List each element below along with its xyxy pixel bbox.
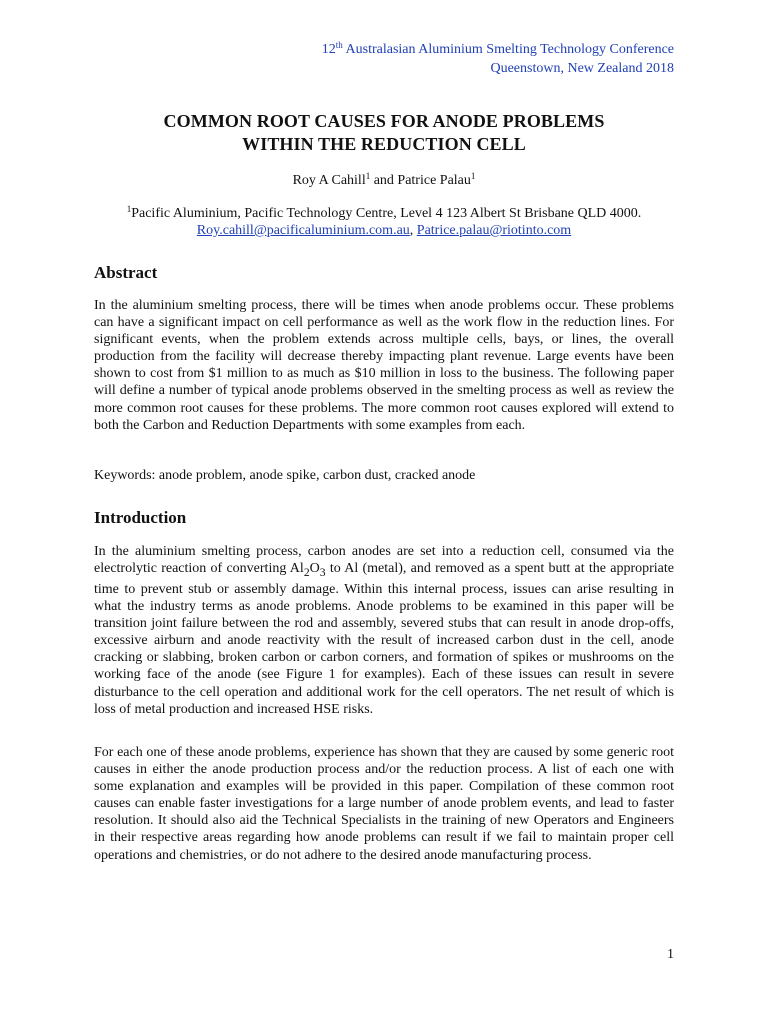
subscript-2: 2	[303, 565, 310, 579]
author-2: Patrice Palau	[397, 173, 471, 188]
email-separator: ,	[409, 223, 414, 238]
abstract-heading: Abstract	[94, 263, 158, 282]
title-line-2: WITHIN THE REDUCTION CELL	[242, 134, 526, 154]
conference-ordinal-suffix: th	[335, 40, 343, 50]
conference-name: Australasian Aluminium Smelting Technology Conference	[345, 42, 674, 57]
abstract-paragraph: In the aluminium smelting process, there will be times when anode problems occur. These problems can have a significant impact on cell performance as well as the work flow in the reduction lines. For significant events, when the problem extends across multiple cells, bays, or lines, the overall production from the facility will decrease thereby impacting plant revenue. Large events have been shown to cost from $1 million to as much as $10 million in loss to the business. The following paper will define a number of typical anode problems observed in the smelting process as well as review the more common root causes for these problems. The more common root causes explored will extend to both the Carbon and Reduction Departments with some examples from each.	[94, 298, 674, 433]
affiliation-mark: 1	[126, 204, 132, 214]
author-1: Roy A Cahill	[292, 173, 366, 188]
subscript-3: 3	[319, 565, 326, 579]
intro-p1-part-a: In the aluminium smelting process, carbon anodes are set into a reduction cell, consumed via the electrolytic reaction of converting Al	[94, 544, 674, 577]
email-link-1[interactable]: Roy.cahill@pacificaluminium.com.au	[196, 223, 410, 238]
email-line	[94, 222, 674, 239]
author-1-mark: 1	[365, 171, 371, 181]
conference-ordinal: 12	[321, 42, 336, 57]
email-link-2[interactable]: Patrice.palau@riotinto.com	[416, 223, 572, 238]
intro-p1-part-b: O	[309, 561, 320, 577]
conference-name-line	[322, 40, 674, 59]
keywords-paragraph: Keywords: anode problem, anode spike, carbon dust, cracked anode	[94, 468, 476, 483]
introduction-heading: Introduction	[94, 508, 187, 527]
intro-p1-part-c: to Al (metal), and removed as a spent butt at the appropriate time to prevent stub or assembly damage. Within this internal process, issues can arise resulting in what the industry terms as anode problems. Anode problems to be examined in this paper will be transition joint failure between the rod and assembly, severed stubs that can result in anode drop-offs, excessive airburn and anode reactivity with the result of increased carbon dust in the cell, anode cracking or slabbing, broken carbon or carbon corners, and formation of spikes or mushrooms on the working face of the anode (see Figure 1 for examples). Each of these issues can result in severe disturbance to the cell operation and additional work for the cell operators. The net result of which is loss of metal production and increased HSE risks.	[94, 561, 674, 717]
author-2-mark: 1	[470, 171, 476, 181]
author-separator: and	[373, 173, 394, 188]
conference-location: Queenstown, New Zealand 2018	[490, 61, 674, 76]
page-number: 1	[667, 947, 674, 962]
title-line-1: COMMON ROOT CAUSES FOR ANODE PROBLEMS	[163, 111, 605, 131]
conference-header	[322, 40, 674, 78]
introduction-paragraph-2: For each one of these anode problems, experience has shown that they are caused by some generic root causes in either the anode production process and/or the reduction process. A list of each one with some explanation and examples will be provided in this paper. Compilation of these common root causes can enable faster investigations for a large number of anode problem events, and lead to faster resolution. It should also aid the Technical Specialists in the training of new Operators and Engineers in their respective areas regarding how anode problems can result if we fail to maintain proper cell operations and chemistries, or do not adhere to the desired anode manufacturing process.	[94, 745, 674, 863]
affiliation-line	[94, 205, 674, 222]
introduction-paragraph-1	[94, 543, 674, 718]
paper-title	[94, 110, 674, 156]
affiliation-text: Pacific Aluminium, Pacific Technology Centre, Level 4 123 Albert St Brisbane QLD 4000.	[131, 206, 642, 221]
affiliation-block	[94, 205, 674, 239]
authors	[94, 171, 674, 190]
